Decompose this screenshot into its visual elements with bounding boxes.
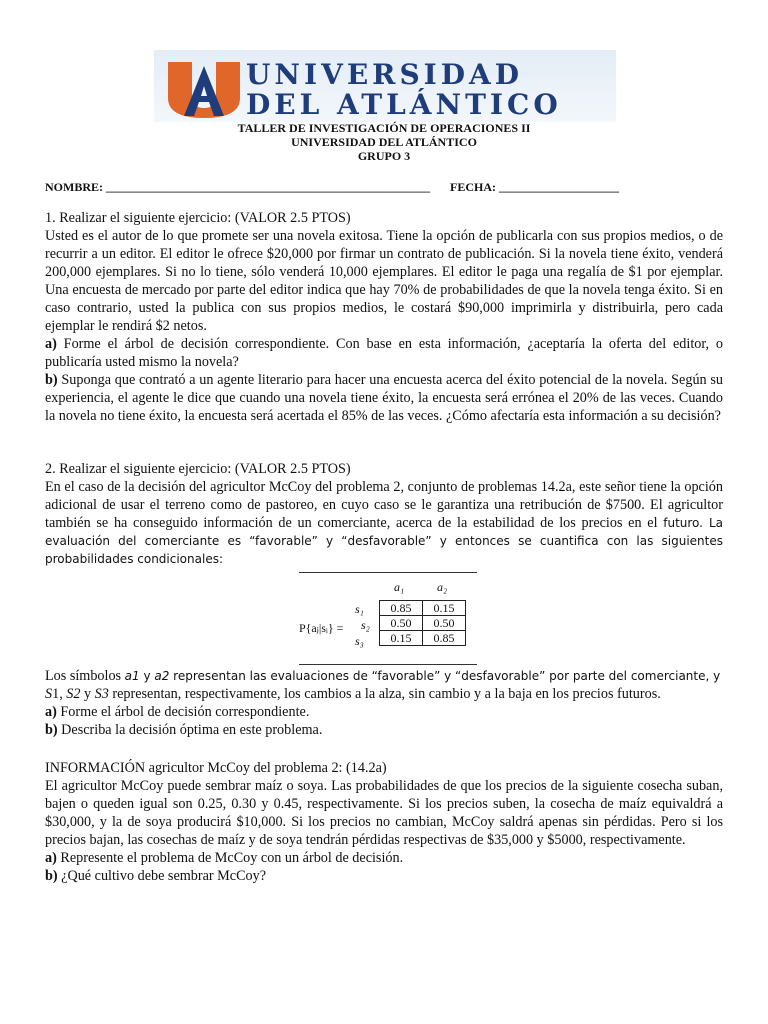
matrix-cell: 0.50 (380, 616, 423, 631)
part-a-text: Forme el árbol de decisión correspondiente. Con base en esta información, ¿aceptaría la oferta del editor, o publicaría usted mismo la novela? (45, 336, 723, 370)
matrix-cell: 0.85 (423, 631, 466, 646)
mccoy-part-a (45, 849, 723, 867)
exercise-2-continued (45, 667, 723, 739)
exercise-2-part-a (45, 703, 723, 721)
exercise-2-title: 2. Realizar el siguiente ejercicio: (VALOR 2.5 PTOS) (45, 461, 351, 477)
symbols-text-y2: y (80, 686, 95, 702)
symbols-text-2: representan las evaluaciones de “favorable” y “desfavorable” por parte del comerciante, y (169, 669, 721, 683)
symbols-paragraph (45, 667, 723, 703)
matrix-cell: 0.15 (380, 631, 423, 646)
exercise-2-body (45, 478, 723, 568)
mccoy-info-title: INFORMACIÓN agricultor McCoy del problema 2: (14.2a) (45, 760, 387, 776)
matrix-cell: 0.15 (423, 601, 466, 616)
symbols-sep: , (59, 686, 67, 702)
exercise-1-part-b (45, 371, 723, 425)
part-b-label: b) (45, 372, 58, 388)
mccoy-part-b (45, 867, 723, 885)
part-b-label: b) (45, 722, 58, 738)
matrix-row-header-s3: s₃ (355, 634, 364, 648)
part-a-label: a) (45, 704, 57, 720)
part-a-text: Forme el árbol de decisión correspondiente. (56, 704, 310, 720)
exercise-2-part-b (45, 721, 723, 739)
symbol-a2: a2 (154, 669, 170, 683)
ua-logo-mark-icon (162, 56, 246, 120)
matrix-row-s2 (380, 616, 466, 631)
exercise-1 (45, 209, 723, 425)
university-logo (154, 50, 616, 122)
conditional-probability-matrix (299, 570, 477, 666)
part-a-label: a) (45, 850, 57, 866)
symbol-a1: a1 (124, 669, 140, 683)
name-date-line (45, 180, 725, 195)
exercise-1-part-a (45, 335, 723, 371)
exercise-2-body-part-2: futuro. La evaluación del comerciante es “favorable” y “desfavorable” y entonces se cuantifica con las siguientes probabilidades condicionales: (45, 516, 724, 566)
heading-university: UNIVERSIDAD DEL ATLÁNTICO (291, 135, 477, 149)
mccoy-info-body: El agricultor McCoy puede sembrar maíz o soya. Las probabilidades de que los precios de la siguiente cosecha suban, bajen o queden igual son 0.25, 0.30 y 0.45, respectivamente. Si los precios suben, la cosecha de maíz equivaldrá a $30,000, y la de soya producirá $10,000. Si los precios no cambian, McCoy saldrá apenas sin pérdidas. Pero si los precios bajan, las cosechas de maíz y de soya tendrán pérdidas respectivas de $35,000 y $5000, respectivamente. (45, 778, 723, 848)
part-b-text: Describa la decisión óptima en este problema. (57, 722, 323, 738)
symbol-s2: S (66, 686, 74, 702)
symbols-text-3: representan, respectivamente, los cambios a la alza, sin cambio y a la baja en los precios futuros. (108, 686, 661, 702)
part-b-label: b) (45, 868, 58, 884)
heading-group: GRUPO 3 (357, 149, 411, 163)
symbol-s2-index: 2 (73, 686, 81, 702)
part-a-text: Represente el problema de McCoy con un árbol de decisión. (56, 850, 404, 866)
mccoy-info (45, 759, 723, 885)
exercise-2-body-part-1: En el caso de la decisión del agricultor McCoy del problema 2, conjunto de problemas 14.2a, este señor tiene la opción adicional de usar el terreno como de pastoreo, en cuyo caso se le garantiza una retribución de $7500. El agricultor también se ha conseguido información de un comerciante, acerca de la estabilidad de los precios en el (45, 479, 723, 531)
symbol-s3: S (94, 686, 102, 702)
matrix-top-rule (299, 572, 477, 573)
part-b-text: Suponga que contrató a un agente literario para hacer una encuesta acerca del éxito potencial de la novela. Según su experiencia, el agente le dice que cuando una novela tiene éxito, la encuesta será errónea el 20% de las veces. Cuando la novela no tiene éxito, la encuesta será acertada el 85% de las veces. ¿Cómo afectaría esta información a su decisión? (45, 372, 723, 424)
logo-text-del-atlantico: DEL ATLÁNTICO (246, 88, 562, 121)
matrix-row-s3 (380, 631, 466, 646)
symbol-s1-index: 1 (52, 686, 60, 702)
matrix-bottom-rule (299, 664, 477, 665)
symbol-s1: S (45, 686, 53, 702)
matrix-col-header-a1: a₁ (394, 580, 405, 594)
heading-course: TALLER DE INVESTIGACIÓN DE OPERACIONES II (237, 121, 531, 135)
logo-text-universidad: UNIVERSIDAD (246, 58, 524, 91)
date-label: FECHA: (450, 180, 496, 194)
name-field[interactable]: ______________________________________________________ (106, 180, 430, 194)
symbol-s3-index: 3 (101, 686, 109, 702)
matrix-row-header-s2: s₂ (361, 618, 370, 632)
symbols-text-1: Los símbolos (45, 668, 125, 684)
date-field[interactable]: ____________________ (499, 180, 619, 194)
exercise-2 (45, 460, 723, 568)
exercise-1-body: Usted es el autor de lo que promete ser una novela exitosa. Tiene la opción de publicarla con sus propios medios, o de recurrir a un editor. El editor le ofrece $20,000 por firmar un contrato de publicación. Si la novela tiene éxito, venderá 200,000 ejemplares. Si no lo tiene, sólo venderá 10,000 ejemplares. El editor le paga una regalía de $1 por ejemplar. Una encuesta de mercado por parte del editor indica que hay 70% de probabilidades de que la novela tenga éxito. Si en caso contrario, usted la publica con sus propios medios, le costará $90,000 imprimirla y distribuirla, pero cada ejemplar le rendirá $2 netos. (45, 228, 723, 334)
matrix-col-header-a2: a₂ (437, 580, 448, 594)
part-a-label: a) (45, 336, 57, 352)
part-b-text: ¿Qué cultivo debe sembrar McCoy? (57, 868, 267, 884)
matrix-row-s1 (380, 601, 466, 616)
matrix-lhs: P{aⱼ|sᵢ} = (299, 621, 344, 635)
matrix-cell: 0.50 (423, 616, 466, 631)
name-label: NOMBRE: (45, 180, 103, 194)
symbols-text-y: y (139, 669, 155, 683)
matrix-row-header-s1: s₁ (355, 602, 364, 616)
matrix-table (379, 600, 466, 646)
matrix-cell: 0.85 (380, 601, 423, 616)
exercise-1-title: 1. Realizar el siguiente ejercicio: (VALOR 2.5 PTOS) (45, 210, 351, 226)
